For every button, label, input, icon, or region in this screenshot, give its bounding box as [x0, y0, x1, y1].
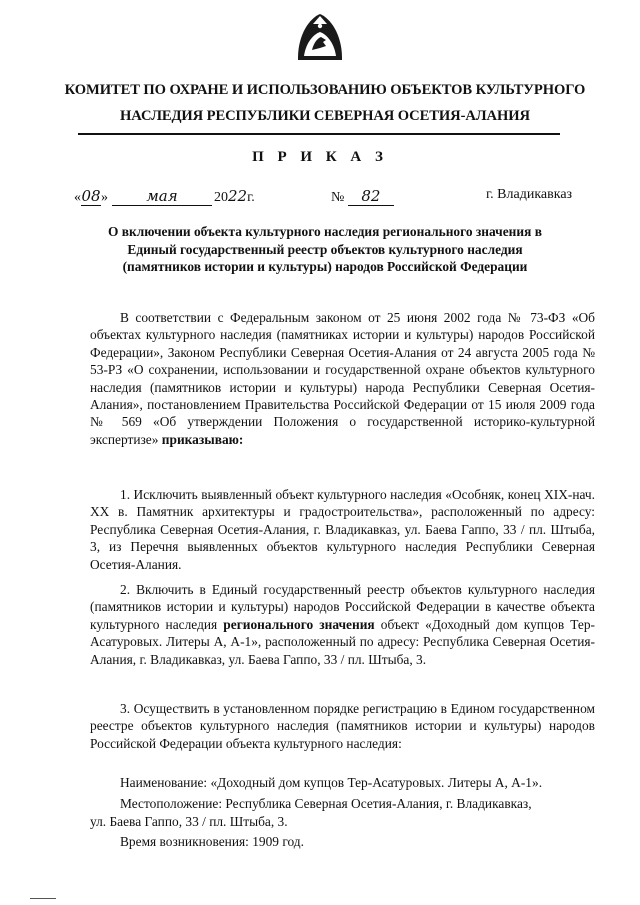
- object-name-line: Наименование: «Доходный дом купцов Тер-Асатуровых. Литеры А, А-1».: [120, 775, 543, 790]
- footer-mark: [30, 898, 56, 899]
- preamble-text: В соответствии с Федеральным законом от 25 июня 2002 года № 73-ФЗ «Об объектах культурного наследия (памятниках истории и культуры) народов Российской Федерации», Законом Республики Северная Осетия-Алания от 24 августа 2005 года № 53-РЗ «О сохранении, использовании и государственной охране объектов культурного наследия (памятников истории и культуры) народа Республики Северная Осетия-Алания», постановлением Правительства Российской Федерации от 15 июля 2009 года № 569 «Об утверждении Положения о государственной историко-культурной экспертизе»: [90, 310, 595, 447]
- object-time-line: Время возникновения: 1909 год.: [120, 834, 304, 849]
- organization-name-line2: НАСЛЕДИЯ РЕСПУБЛИКИ СЕВЕРНАЯ ОСЕТИЯ-АЛАНИЯ: [120, 108, 530, 124]
- preamble-command: приказываю:: [161, 431, 244, 447]
- item-2-text-b: объект «Доходный дом купцов Тер-Асатуровых. Литеры А, А-1», расположенный по адресу: Республика Северная Осетия-Алания, г. Владикавказ, ул. Баева Гаппо, 33 / пл. Штыба, 3.: [90, 616, 595, 667]
- item-2-significance: регионального значения: [223, 616, 375, 632]
- item-2-text-a: 2. Включить в Единый государственный реестр объектов культурного наследия (памятников истории и культуры) народов Российской Федерации в качестве объекта культурного наследия: [90, 582, 595, 632]
- item-1-paragraph: 1. Исключить выявленный объект культурного наследия «Особняк, конец XIX-нач. XX в. Памятник архитектуры и градостроительства», расположенный по адресу: Республика Северная Осетия-Алания, г. Владикавказ, ул. Баева Гаппо, 33 / пл. Штыба, 3, из Перечня выявленных объектов культурного наследия Республики Северная Осетия-Алания.: [90, 487, 595, 572]
- coat-of-arms-emblem: [290, 6, 350, 66]
- preamble-paragraph: [90, 309, 595, 448]
- item-3-paragraph: 3. Осуществить в установленном порядке регистрацию в Едином государственном реестре объектов культурного наследия (памятников истории и культуры) народов Российской Федерации объекта культурного наследия:: [90, 701, 595, 751]
- order-subject: О включении объекта культурного наследия регионального значения в Единый государственный реестр объектов культурного наследия (памятников истории и культуры) народов Российской Федерации: [108, 224, 542, 274]
- order-date: [74, 187, 255, 206]
- date-year-prefix: 20: [214, 190, 228, 205]
- date-day: 08: [81, 187, 101, 205]
- object-location-line1: Местоположение: Республика Северная Осетия-Алания, г. Владикавказ,: [120, 796, 532, 811]
- date-year-suffix: г.: [247, 190, 255, 205]
- order-number-value: 82: [348, 187, 394, 206]
- date-month: мая: [112, 187, 212, 206]
- object-location-line2: ул. Баева Гаппо, 33 / пл. Штыба, 3.: [90, 814, 288, 829]
- item-2-paragraph: [90, 581, 595, 668]
- order-title: П Р И К А З: [252, 149, 388, 165]
- date-year-handwritten: 22: [228, 187, 248, 205]
- header-divider: [78, 133, 560, 135]
- date-close-quote: »: [101, 190, 108, 205]
- order-number: [331, 187, 394, 206]
- date-open-quote: «: [74, 190, 81, 205]
- organization-name-line1: КОМИТЕТ ПО ОХРАНЕ И ИСПОЛЬЗОВАНИЮ ОБЪЕКТОВ КУЛЬТУРНОГО: [64, 82, 586, 98]
- order-city: г. Владикавказ: [486, 187, 573, 202]
- order-number-sign: №: [331, 190, 345, 205]
